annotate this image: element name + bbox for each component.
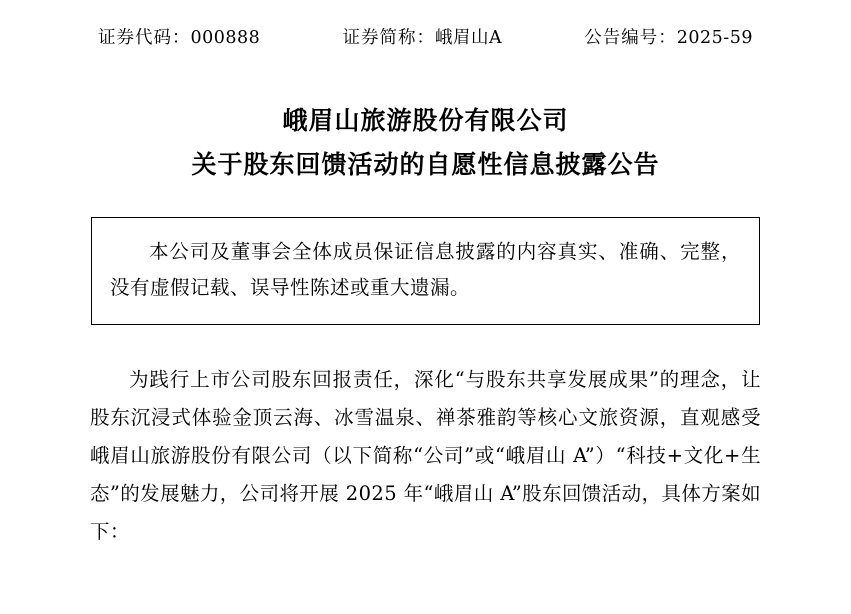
disclosure-statement-text: 本公司及董事会全体成员保证信息披露的内容真实、准确、完整，没有虚假记载、误导性陈述或重大遗漏。 bbox=[110, 239, 741, 299]
title-line-subject: 关于股东回馈活动的自愿性信息披露公告 bbox=[191, 149, 660, 179]
announcement-number-value: 2025-59 bbox=[676, 28, 753, 48]
disclosure-statement-box bbox=[91, 217, 760, 325]
security-name bbox=[342, 24, 502, 49]
title-line-company: 峨眉山旅游股份有限公司 bbox=[282, 106, 569, 135]
announcement-number bbox=[584, 24, 753, 49]
announcement-number-label: 公告编号： bbox=[584, 28, 677, 48]
security-code-label: 证券代码： bbox=[98, 28, 191, 48]
body-paragraph-1: 为践行上市公司股东回报责任，深化“与股东共享发展成果”的理念，让股东沉浸式体验金顶云海、冰雪温泉、禅茶雅韵等核心文旅资源，直观感受峨眉山旅游股份有限公司（以下简称“公司”或“峨眉山 A”）“科技+文化+生态”的发展魅力，公司将开展 2025 年“峨眉山 A”股东回馈活动，具体方案如下： bbox=[90, 367, 761, 543]
security-name-value: 峨眉山A bbox=[434, 28, 503, 48]
document-body bbox=[90, 361, 761, 551]
security-code bbox=[98, 24, 260, 49]
security-code-value: 000888 bbox=[190, 28, 261, 48]
document-header bbox=[90, 0, 761, 49]
security-name-label: 证券简称： bbox=[342, 28, 435, 48]
page-title bbox=[90, 99, 761, 187]
